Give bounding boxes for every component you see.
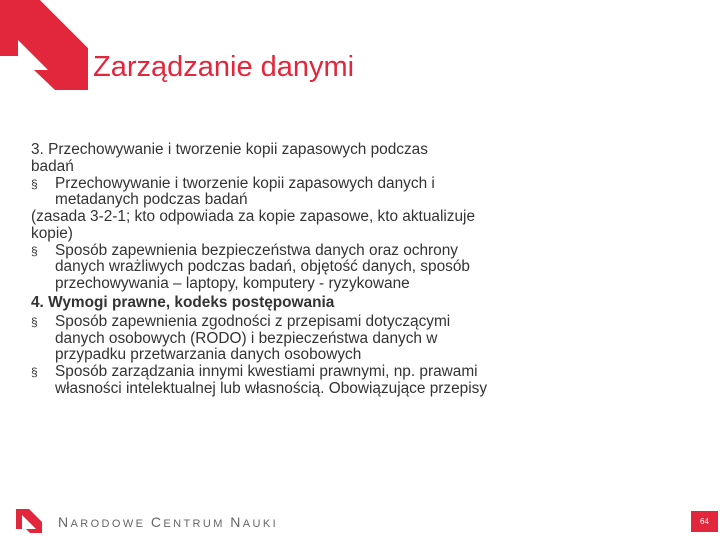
ncn-footer-logo-icon	[14, 503, 46, 535]
list-item: § Sposób zapewnienia bezpieczeństwa danych oraz ochrony danych wrażliwych podczas badań, objętość danych, sposób przechowywania – laptopy, komputery - ryzykowane	[31, 241, 470, 293]
page-title: Zarządzanie danymi	[93, 51, 355, 83]
bullet-marker: §	[31, 243, 38, 258]
list-item: § Sposób zapewnienia zgodności z przepisami dotyczącymi danych osobowych (RODO) i bezpieczeństwa danych w przypadku przetwarzania danych osobowych	[31, 312, 451, 364]
footer-organization-name: NARODOWE CENTRUM NAUKI	[58, 514, 279, 530]
list-item: § Przechowywanie i tworzenie kopii zapasowych danych i metadanych podczas badań	[31, 174, 435, 209]
list-item: § Sposób zarządzania innymi kwestiami prawnymi, np. prawami własności intelektualnej lub własnością. Obowiązujące przepisy	[31, 363, 488, 397]
section-3-heading: 3. Przechowywanie i tworzenie kopii zapasowych podczas badań	[31, 141, 428, 175]
ncn-logo-icon	[0, 0, 100, 90]
page-number-badge: 64	[691, 511, 718, 532]
slide-content	[31, 142, 651, 398]
note-text: (zasada 3-2-1; kto odpowiada za kopie zapasowe, kto aktualizuje kopie)	[31, 208, 476, 242]
bullet-marker: §	[31, 314, 38, 329]
bullet-marker: §	[31, 176, 38, 191]
bullet-marker: §	[31, 365, 38, 380]
section-4-heading: 4. Wymogi prawne, kodeks postępowania	[31, 294, 335, 312]
